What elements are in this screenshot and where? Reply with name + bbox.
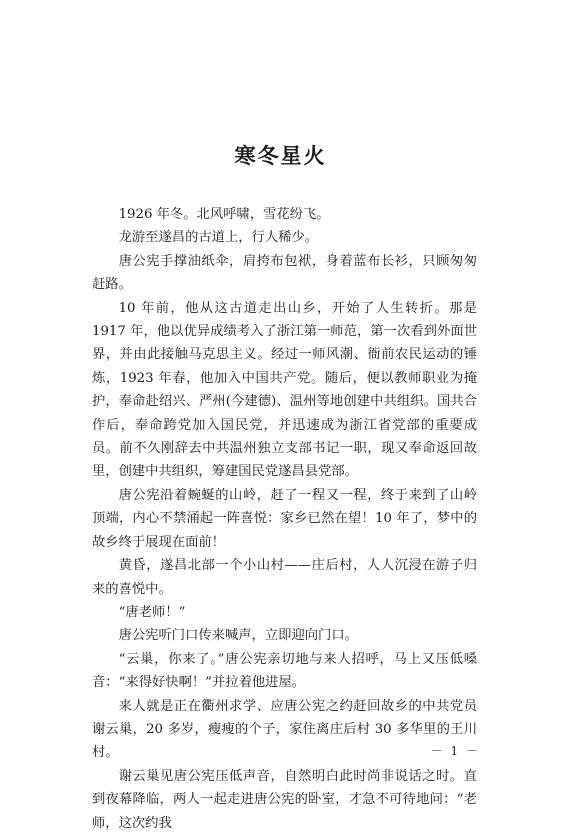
paragraph: “云巢，你来了。”唐公宪亲切地与来人招呼，马上又压低嗓音：“来得好快啊！”并拉着他进屋。 [92, 651, 477, 691]
paragraph: 10 年前，他从这古道走出山乡，开始了人生转折。那是 1917 年，他以优异成绩考入了浙江第一师范，第一次看到外面世界，并由此接触马克思主义。经过一师风潮、衙前农民运动的锤炼，1923 年春，他加入中国共产党。随后，便以教师职业为掩护，奉命赴绍兴、严州(今建德)、温州等地创建中共组织。国共合作后，奉命跨党加入国民党，并迅速成为浙江省党部的重要成员。前不久刚辞去中共温州独立支部书记一职，现又奉命返回故里，创建中共组织，筹建国民党遂昌县党部。 [92, 300, 477, 480]
paragraph: 谢云巢见唐公宪压低声音，自然明白此时尚非说话之时。直到夜幕降临，两人一起走进唐公宪的卧室，才急不可待地问：“老师，这次约我 [92, 768, 477, 831]
page-number: － 1 － [430, 744, 480, 758]
paragraph: 唐公宪手撑油纸伞，肩挎布包袱，身着蓝布长衫，只顾匆匆赶路。 [92, 253, 477, 293]
paragraph: 唐公宪沿着蜿蜒的山岭，赶了一程又一程，终于来到了山岭顶端，内心不禁涌起一阵喜悦：家乡已然在望！10 年了，梦中的故乡终于展现在面前！ [92, 487, 477, 550]
paragraph: “唐老师！” [118, 604, 186, 620]
paragraph: 1926 年冬。北风呼啸，雪花纷飞。 [118, 207, 330, 222]
chapter-title: 寒冬星火 [234, 143, 327, 168]
chapter-body [92, 203, 477, 835]
paragraph: 来人就是正在衢州求学、应唐公宪之约赶回故乡的中共党员谢云巢，20 多岁，瘦瘦的个子，家住离庄后村 30 多华里的王川村。 [92, 698, 477, 761]
paragraph: 唐公宪听门口传来喊声，立即迎向门口。 [118, 628, 358, 644]
paragraph: 龙游至遂昌的古道上，行人稀少。 [118, 230, 319, 246]
paragraph: 黄昏，遂昌北部一个小山村——庄后村，人人沉浸在游子归来的喜悦中。 [92, 558, 477, 597]
